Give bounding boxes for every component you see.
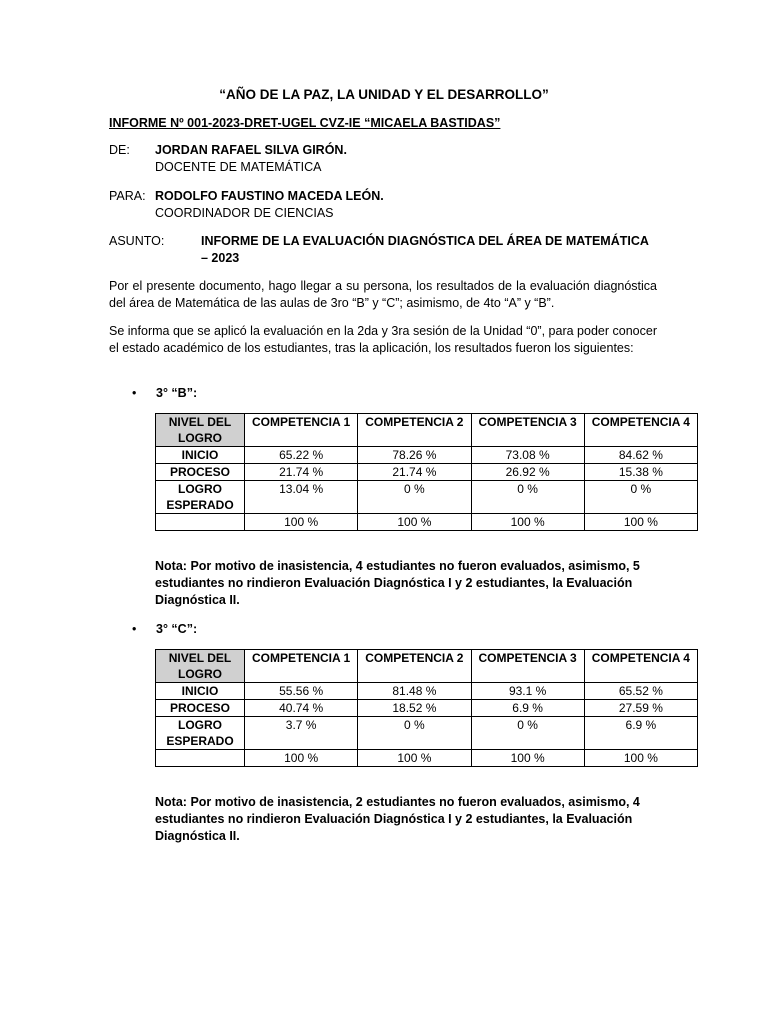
- table-row: [156, 481, 698, 514]
- from-name: JORDAN RAFAEL SILVA GIRÓN.: [155, 143, 347, 157]
- table-cell: 84.62 %: [584, 447, 697, 464]
- table-cell: 73.08 %: [471, 447, 584, 464]
- table-cell: 100 %: [471, 514, 584, 531]
- row-label: INICIO: [156, 447, 245, 464]
- row-label: INICIO: [156, 683, 245, 700]
- row-label: PROCESO: [156, 464, 245, 481]
- note-label: Nota:: [155, 795, 187, 809]
- section-title: 3° “C”:: [156, 622, 198, 636]
- bullet-icon: •: [132, 622, 137, 636]
- table-header-row: [156, 650, 698, 683]
- table-cell: 13.04 %: [245, 481, 358, 514]
- header-level: NIVEL DEL LOGRO: [156, 650, 245, 683]
- header-competencia-2: COMPETENCIA 2: [358, 650, 471, 683]
- row-label: [156, 514, 245, 531]
- table-cell: 26.92 %: [471, 464, 584, 481]
- results-table-3c: [155, 649, 698, 767]
- row-label: [156, 750, 245, 767]
- table-cell: 21.74 %: [245, 464, 358, 481]
- table-cell: 55.56 %: [245, 683, 358, 700]
- note-3b: [155, 558, 675, 609]
- note-3c: [155, 794, 675, 845]
- table-cell: 40.74 %: [245, 700, 358, 717]
- table-cell: 3.7 %: [245, 717, 358, 750]
- header-level: NIVEL DEL LOGRO: [156, 414, 245, 447]
- subject-label: ASUNTO:: [109, 234, 165, 248]
- intro-paragraph: Por el presente documento, hago llegar a su persona, los resultados de la evaluación diagnóstica del área de Matemática de las aulas de 3ro “B” y “C”; asimismo, de 4to “A” y “B”.: [109, 279, 657, 310]
- subject-text: INFORME DE LA EVALUACIÓN DIAGNÓSTICA DEL ÁREA DE MATEMÁTICA – 2023: [201, 234, 649, 265]
- table-row: [156, 683, 698, 700]
- table-cell: 100 %: [584, 514, 697, 531]
- table-cell: 65.52 %: [584, 683, 697, 700]
- header-competencia-3: COMPETENCIA 3: [471, 414, 584, 447]
- row-label: LOGRO ESPERADO: [156, 481, 245, 514]
- table-cell: 0 %: [584, 481, 697, 514]
- table-cell: 0 %: [358, 717, 471, 750]
- table-cell: 27.59 %: [584, 700, 697, 717]
- table-cell: 21.74 %: [358, 464, 471, 481]
- table-cell: 100 %: [358, 514, 471, 531]
- results-table-3b: [155, 413, 698, 531]
- note-label: Nota:: [155, 559, 187, 573]
- to-name: RODOLFO FAUSTINO MACEDA LEÓN.: [155, 189, 384, 203]
- year-motto: “AÑO DE LA PAZ, LA UNIDAD Y EL DESARROLLO”: [219, 87, 549, 102]
- to-role: COORDINADOR DE CIENCIAS: [155, 206, 334, 220]
- table-total-row: [156, 514, 698, 531]
- table-row: [156, 447, 698, 464]
- note-text: Por motivo de inasistencia, 2 estudiantes no fueron evaluados, asimismo, 4 estudiantes no rindieron Evaluación Diagnóstica I y 2 estudiantes, la Evaluación Diagnóstica II.: [155, 795, 640, 843]
- table-cell: 78.26 %: [358, 447, 471, 464]
- row-label: PROCESO: [156, 700, 245, 717]
- table-cell: 100 %: [358, 750, 471, 767]
- table-cell: 18.52 %: [358, 700, 471, 717]
- table-header-row: [156, 414, 698, 447]
- from-role: DOCENTE DE MATEMÁTICA: [155, 160, 322, 174]
- header-competencia-4: COMPETENCIA 4: [584, 650, 697, 683]
- table-cell: 100 %: [584, 750, 697, 767]
- table-cell: 6.9 %: [584, 717, 697, 750]
- table-row: [156, 700, 698, 717]
- header-competencia-1: COMPETENCIA 1: [245, 414, 358, 447]
- table-row: [156, 717, 698, 750]
- table-cell: 0 %: [358, 481, 471, 514]
- section-title: 3° “B”:: [156, 386, 198, 400]
- header-competencia-2: COMPETENCIA 2: [358, 414, 471, 447]
- report-title: INFORME Nº 001-2023-DRET-UGEL CVZ-IE “MICAELA BASTIDAS”: [109, 116, 501, 130]
- table-cell: 0 %: [471, 717, 584, 750]
- table-cell: 65.22 %: [245, 447, 358, 464]
- from-label: DE:: [109, 143, 130, 157]
- table-cell: 100 %: [471, 750, 584, 767]
- table-cell: 6.9 %: [471, 700, 584, 717]
- table-row: [156, 464, 698, 481]
- table-cell: 0 %: [471, 481, 584, 514]
- table-cell: 81.48 %: [358, 683, 471, 700]
- table-cell: 100 %: [245, 750, 358, 767]
- note-text: Por motivo de inasistencia, 4 estudiantes no fueron evaluados, asimismo, 5 estudiantes no rindieron Evaluación Diagnóstica I y 2 estudiantes, la Evaluación Diagnóstica II.: [155, 559, 640, 607]
- table-cell: 100 %: [245, 514, 358, 531]
- header-competencia-3: COMPETENCIA 3: [471, 650, 584, 683]
- table-cell: 93.1 %: [471, 683, 584, 700]
- info-paragraph: Se informa que se aplicó la evaluación en la 2da y 3ra sesión de la Unidad “0”, para poder conocer el estado académico de los estudiantes, tras la aplicación, los resultados fueron los siguientes:: [109, 324, 657, 355]
- table-total-row: [156, 750, 698, 767]
- to-label: PARA:: [109, 189, 146, 203]
- table-cell: 15.38 %: [584, 464, 697, 481]
- bullet-icon: •: [132, 386, 137, 400]
- header-competencia-1: COMPETENCIA 1: [245, 650, 358, 683]
- row-label: LOGRO ESPERADO: [156, 717, 245, 750]
- header-competencia-4: COMPETENCIA 4: [584, 414, 697, 447]
